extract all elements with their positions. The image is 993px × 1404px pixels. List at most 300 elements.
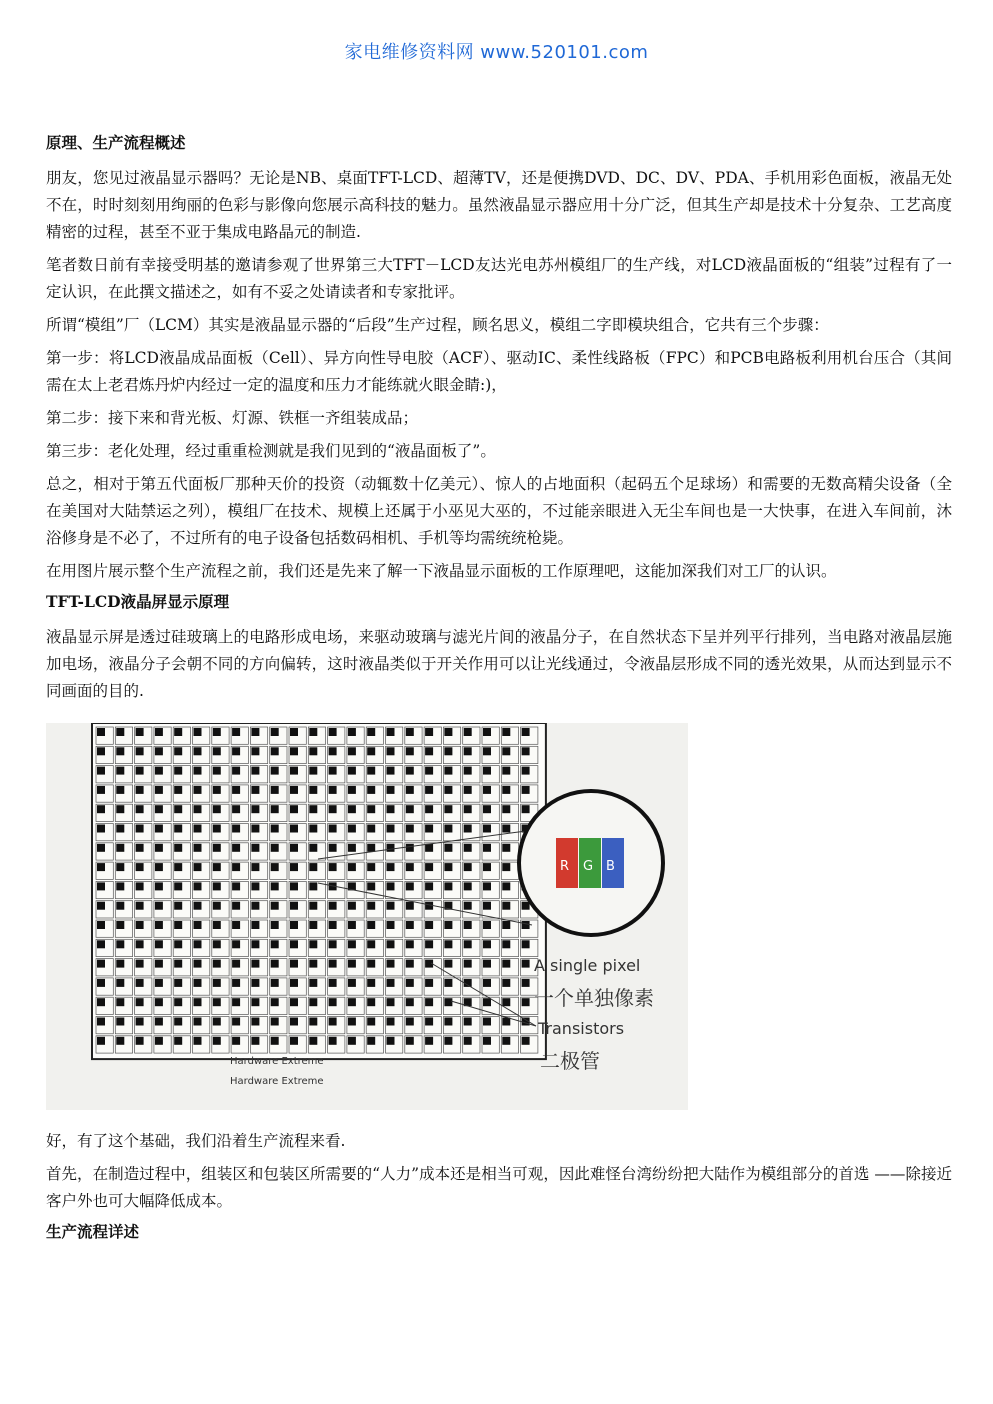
transistor-square xyxy=(329,1018,337,1026)
transistor-square xyxy=(367,767,375,775)
transistor-square xyxy=(136,747,144,755)
transistor-square xyxy=(367,863,375,871)
transistor-square xyxy=(116,844,124,852)
transistor-square xyxy=(174,882,182,890)
transistor-square xyxy=(444,1018,452,1026)
transistor-square xyxy=(425,998,433,1006)
transistor-square xyxy=(387,921,395,929)
transistor-square xyxy=(116,747,124,755)
transistor-square xyxy=(251,979,259,987)
transistor-square xyxy=(348,863,356,871)
transistor-square xyxy=(309,1037,317,1045)
transistor-square xyxy=(136,767,144,775)
transistor-square xyxy=(502,805,510,813)
transistor-square xyxy=(387,767,395,775)
transistor-square xyxy=(309,767,317,775)
transistor-square xyxy=(425,825,433,833)
transistor-square xyxy=(97,747,105,755)
transistor-square xyxy=(116,960,124,968)
paragraph: 所谓“模组”厂（LCM）其实是液晶显示器的“后段”生产过程，顾名思义，模组二字即模块组合，它共有三个步骤： xyxy=(46,316,829,334)
transistor-square xyxy=(483,844,491,852)
transistor-square xyxy=(464,960,472,968)
transistor-square xyxy=(522,960,530,968)
transistor-square xyxy=(116,767,124,775)
transistor-square xyxy=(483,1037,491,1045)
transistor-square xyxy=(406,940,414,948)
transistor-square xyxy=(522,902,530,910)
transistor-square xyxy=(367,979,375,987)
transistor-square xyxy=(174,786,182,794)
transistor-square xyxy=(155,825,163,833)
transistor-square xyxy=(116,882,124,890)
transistor-square xyxy=(444,979,452,987)
transistor-square xyxy=(213,1018,221,1026)
transistor-square xyxy=(174,844,182,852)
transistor-square xyxy=(136,960,144,968)
transistor-square xyxy=(406,998,414,1006)
transistor-square xyxy=(271,786,279,794)
transistor-square xyxy=(174,1018,182,1026)
transistor-square xyxy=(232,902,240,910)
transistor-square xyxy=(194,747,202,755)
transistor-square xyxy=(251,960,259,968)
transistor-square xyxy=(483,805,491,813)
transistor-square xyxy=(348,902,356,910)
transistor-square xyxy=(97,805,105,813)
transistor-square xyxy=(271,1018,279,1026)
transistor-square xyxy=(194,863,202,871)
transistor-square xyxy=(309,882,317,890)
site-header: 家电维修资料网 www.520101.com xyxy=(344,42,649,63)
transistor-square xyxy=(174,747,182,755)
transistor-square xyxy=(367,960,375,968)
pixel-label-cn: 一个单独像素 xyxy=(534,986,654,1010)
transistor-square xyxy=(271,979,279,987)
transistor-square xyxy=(387,998,395,1006)
transistor-square xyxy=(367,921,375,929)
transistor-square xyxy=(444,728,452,736)
transistor-square xyxy=(502,863,510,871)
transistor-square xyxy=(444,921,452,929)
transistor-square xyxy=(136,979,144,987)
transistor-square xyxy=(387,979,395,987)
transistor-square xyxy=(425,863,433,871)
transistor-square xyxy=(425,786,433,794)
transistor-square xyxy=(194,902,202,910)
transistor-square xyxy=(290,747,298,755)
transistor-square xyxy=(406,882,414,890)
transistor-square xyxy=(502,844,510,852)
transistor-square xyxy=(425,805,433,813)
transistor-square xyxy=(136,902,144,910)
transistor-square xyxy=(387,825,395,833)
transistor-square xyxy=(425,767,433,775)
transistor-square xyxy=(155,805,163,813)
transistor-square xyxy=(136,844,144,852)
transistor-square xyxy=(232,747,240,755)
transistor-square xyxy=(251,1018,259,1026)
transistor-square xyxy=(406,805,414,813)
transistor-square xyxy=(483,747,491,755)
paragraph: 第三步：老化处理，经过重重检测就是我们见到的“液晶面板了”。 xyxy=(46,442,496,460)
transistor-square xyxy=(136,921,144,929)
transistor-square xyxy=(329,902,337,910)
transistor-square xyxy=(251,767,259,775)
transistor-square xyxy=(213,960,221,968)
transistor-square xyxy=(522,767,530,775)
transistor-square xyxy=(136,882,144,890)
transistor-square xyxy=(290,767,298,775)
transistor-square xyxy=(97,1018,105,1026)
transistor-square xyxy=(116,921,124,929)
transistor-square xyxy=(290,863,298,871)
transistor-square xyxy=(174,998,182,1006)
b-label: B xyxy=(606,859,615,874)
transistor-square xyxy=(155,767,163,775)
transistor-label-en: Transistors xyxy=(538,1019,625,1038)
transistor-square xyxy=(309,998,317,1006)
transistor-square xyxy=(194,844,202,852)
transistor-square xyxy=(251,902,259,910)
transistor-square xyxy=(522,921,530,929)
transistor-square xyxy=(271,998,279,1006)
transistor-square xyxy=(194,767,202,775)
transistor-square xyxy=(97,940,105,948)
transistor-square xyxy=(329,998,337,1006)
transistor-square xyxy=(464,844,472,852)
transistor-square xyxy=(194,825,202,833)
transistor-square xyxy=(232,998,240,1006)
transistor-square xyxy=(483,960,491,968)
transistor-square xyxy=(194,1018,202,1026)
transistor-square xyxy=(232,805,240,813)
transistor-square xyxy=(97,844,105,852)
transistor-square xyxy=(483,863,491,871)
transistor-square xyxy=(97,882,105,890)
transistor-square xyxy=(213,728,221,736)
transistor-square xyxy=(290,902,298,910)
transistor-square xyxy=(444,863,452,871)
transistor-square xyxy=(502,747,510,755)
paragraph: 好，有了这个基础，我们沿着生产流程来看. xyxy=(46,1132,346,1150)
transistor-square xyxy=(367,825,375,833)
transistor-square xyxy=(329,825,337,833)
transistor-square xyxy=(522,728,530,736)
transistor-square xyxy=(251,825,259,833)
transistor-square xyxy=(387,960,395,968)
transistor-square xyxy=(194,882,202,890)
transistor-square xyxy=(194,940,202,948)
transistor-square xyxy=(406,863,414,871)
transistor-square xyxy=(309,825,317,833)
transistor-square xyxy=(406,728,414,736)
transistor-square xyxy=(367,786,375,794)
paragraph: 总之，相对于第五代面板厂那种天价的投资（动辄数十亿美元）、惊人的占地面积（起码五个足球场）和需要的无数高精尖设备（全在美国对大陆禁运之列），模组厂在技术、规模上还属于小巫见大巫的，不过能亲眼进入无尘车间也是一大快事，在进入车间前，沐浴修身是不必了，不过所有的电子设备包括数码相机、手机等均需统统枪毙。 xyxy=(46,475,952,547)
transistor-square xyxy=(502,825,510,833)
transistor-square xyxy=(348,825,356,833)
transistor-square xyxy=(483,921,491,929)
transistor-square xyxy=(406,921,414,929)
transistor-square xyxy=(232,921,240,929)
transistor-square xyxy=(502,979,510,987)
transistor-square xyxy=(213,882,221,890)
transistor-square xyxy=(483,902,491,910)
transistor-square xyxy=(271,844,279,852)
transistor-square xyxy=(464,767,472,775)
transistor-square xyxy=(97,786,105,794)
transistor-square xyxy=(116,902,124,910)
transistor-square xyxy=(444,767,452,775)
transistor-square xyxy=(367,998,375,1006)
transistor-square xyxy=(329,1037,337,1045)
transistor-square xyxy=(387,786,395,794)
transistor-square xyxy=(309,940,317,948)
transistor-label-cn: 二极管 xyxy=(540,1049,600,1073)
transistor-square xyxy=(425,747,433,755)
transistor-square xyxy=(194,728,202,736)
transistor-square xyxy=(522,998,530,1006)
transistor-square xyxy=(425,1037,433,1045)
transistor-square xyxy=(348,921,356,929)
transistor-square xyxy=(348,786,356,794)
transistor-square xyxy=(464,747,472,755)
transistor-square xyxy=(174,767,182,775)
transistor-square xyxy=(329,940,337,948)
transistor-square xyxy=(464,728,472,736)
transistor-square xyxy=(97,902,105,910)
transistor-square xyxy=(406,767,414,775)
transistor-square xyxy=(116,863,124,871)
transistor-square xyxy=(483,998,491,1006)
transistor-square xyxy=(213,1037,221,1045)
transistor-square xyxy=(232,767,240,775)
section-title-process: 生产流程详述 xyxy=(46,1222,140,1241)
transistor-square xyxy=(290,728,298,736)
transistor-square xyxy=(271,960,279,968)
transistor-square xyxy=(329,863,337,871)
g-label: G xyxy=(583,859,594,874)
transistor-square xyxy=(309,902,317,910)
transistor-square xyxy=(522,979,530,987)
transistor-square xyxy=(290,998,298,1006)
transistor-square xyxy=(483,940,491,948)
transistor-square xyxy=(425,921,433,929)
transistor-square xyxy=(425,728,433,736)
transistor-square xyxy=(116,825,124,833)
transistor-square xyxy=(174,902,182,910)
transistor-square xyxy=(444,786,452,794)
transistor-square xyxy=(464,882,472,890)
transistor-square xyxy=(290,882,298,890)
transistor-square xyxy=(232,825,240,833)
transistor-square xyxy=(232,844,240,852)
transistor-square xyxy=(232,728,240,736)
watermark-line-1: Hardware Extreme xyxy=(230,1056,324,1067)
transistor-square xyxy=(232,786,240,794)
transistor-square xyxy=(213,863,221,871)
transistor-square xyxy=(155,921,163,929)
transistor-square xyxy=(522,805,530,813)
transistor-square xyxy=(136,1018,144,1026)
transistor-square xyxy=(522,1037,530,1045)
transistor-square xyxy=(483,786,491,794)
transistor-square xyxy=(502,921,510,929)
transistor-square xyxy=(387,844,395,852)
section-title-principle: TFT-LCD液晶屏显示原理 xyxy=(46,592,230,611)
transistor-square xyxy=(136,1037,144,1045)
transistor-square xyxy=(329,747,337,755)
transistor-square xyxy=(97,825,105,833)
transistor-square xyxy=(502,940,510,948)
transistor-square xyxy=(348,940,356,948)
transistor-square xyxy=(367,1018,375,1026)
transistor-square xyxy=(271,863,279,871)
transistor-square xyxy=(271,767,279,775)
transistor-square xyxy=(271,747,279,755)
transistor-square xyxy=(155,1037,163,1045)
transistor-square xyxy=(136,728,144,736)
transistor-square xyxy=(348,1037,356,1045)
transistor-square xyxy=(309,786,317,794)
transistor-square xyxy=(406,979,414,987)
transistor-square xyxy=(232,960,240,968)
transistor-square xyxy=(174,825,182,833)
transistor-square xyxy=(251,747,259,755)
transistor-square xyxy=(155,960,163,968)
transistor-square xyxy=(425,882,433,890)
transistor-square xyxy=(483,767,491,775)
transistor-square xyxy=(232,882,240,890)
transistor-square xyxy=(367,882,375,890)
transistor-square xyxy=(502,1037,510,1045)
transistor-square xyxy=(271,940,279,948)
transistor-square xyxy=(483,979,491,987)
transistor-square xyxy=(348,747,356,755)
transistor-square xyxy=(251,844,259,852)
transistor-square xyxy=(97,728,105,736)
transistor-square xyxy=(406,825,414,833)
transistor-square xyxy=(251,940,259,948)
transistor-square xyxy=(464,805,472,813)
transistor-square xyxy=(174,940,182,948)
transistor-square xyxy=(444,940,452,948)
transistor-square xyxy=(116,940,124,948)
transistor-square xyxy=(367,902,375,910)
transistor-square xyxy=(290,805,298,813)
transistor-square xyxy=(387,863,395,871)
transistor-square xyxy=(251,786,259,794)
transistor-square xyxy=(290,844,298,852)
transistor-square xyxy=(329,767,337,775)
transistor-square xyxy=(194,805,202,813)
transistor-square xyxy=(329,728,337,736)
transistor-square xyxy=(174,805,182,813)
transistor-square xyxy=(213,979,221,987)
transistor-square xyxy=(464,1037,472,1045)
section-title-overview: 原理、生产流程概述 xyxy=(46,133,186,152)
transistor-square xyxy=(348,979,356,987)
watermark-line-2: Hardware Extreme xyxy=(230,1076,324,1087)
transistor-square xyxy=(444,844,452,852)
transistor-square xyxy=(444,998,452,1006)
transistor-square xyxy=(271,728,279,736)
transistor-square xyxy=(213,825,221,833)
transistor-square xyxy=(290,1037,298,1045)
transistor-square xyxy=(367,805,375,813)
transistor-square xyxy=(309,863,317,871)
transistor-square xyxy=(116,998,124,1006)
transistor-square xyxy=(194,979,202,987)
transistor-square xyxy=(97,767,105,775)
transistor-square xyxy=(348,960,356,968)
pixel-grid-diagram xyxy=(46,723,688,1110)
transistor-square xyxy=(194,1037,202,1045)
transistor-square xyxy=(444,805,452,813)
transistor-square xyxy=(387,805,395,813)
transistor-square xyxy=(155,728,163,736)
transistor-square xyxy=(174,1037,182,1045)
transistor-square xyxy=(522,940,530,948)
transistor-square xyxy=(406,786,414,794)
transistor-square xyxy=(348,728,356,736)
transistor-square xyxy=(116,1037,124,1045)
transistor-square xyxy=(155,998,163,1006)
transistor-square xyxy=(251,921,259,929)
transistor-square xyxy=(116,728,124,736)
transistor-square xyxy=(464,786,472,794)
transistor-square xyxy=(502,960,510,968)
transistor-square xyxy=(425,1018,433,1026)
transistor-square xyxy=(97,1037,105,1045)
transistor-square xyxy=(155,747,163,755)
transistor-square xyxy=(174,728,182,736)
transistor-square xyxy=(329,979,337,987)
transistor-square xyxy=(290,825,298,833)
transistor-square xyxy=(271,805,279,813)
transistor-square xyxy=(290,921,298,929)
transistor-square xyxy=(116,805,124,813)
transistor-square xyxy=(155,863,163,871)
transistor-square xyxy=(309,979,317,987)
transistor-square xyxy=(290,979,298,987)
transistor-square xyxy=(329,960,337,968)
transistor-square xyxy=(502,767,510,775)
transistor-square xyxy=(309,728,317,736)
transistor-square xyxy=(97,979,105,987)
transistor-square xyxy=(309,805,317,813)
transistor-square xyxy=(309,1018,317,1026)
transistor-square xyxy=(97,960,105,968)
transistor-square xyxy=(155,979,163,987)
transistor-square xyxy=(387,747,395,755)
transistor-square xyxy=(136,805,144,813)
transistor-square xyxy=(174,979,182,987)
transistor-square xyxy=(483,1018,491,1026)
transistor-square xyxy=(309,960,317,968)
transistor-square xyxy=(97,921,105,929)
transistor-square xyxy=(367,728,375,736)
transistor-square xyxy=(232,1037,240,1045)
transistor-square xyxy=(213,786,221,794)
transistor-square xyxy=(367,747,375,755)
transistor-square xyxy=(290,960,298,968)
paragraph: 第二步：接下来和背光板、灯源、铁框一齐组装成品； xyxy=(46,409,419,427)
transistor-square xyxy=(387,1018,395,1026)
transistor-square xyxy=(271,1037,279,1045)
transistor-square xyxy=(367,844,375,852)
transistor-square xyxy=(155,940,163,948)
transistor-square xyxy=(502,786,510,794)
